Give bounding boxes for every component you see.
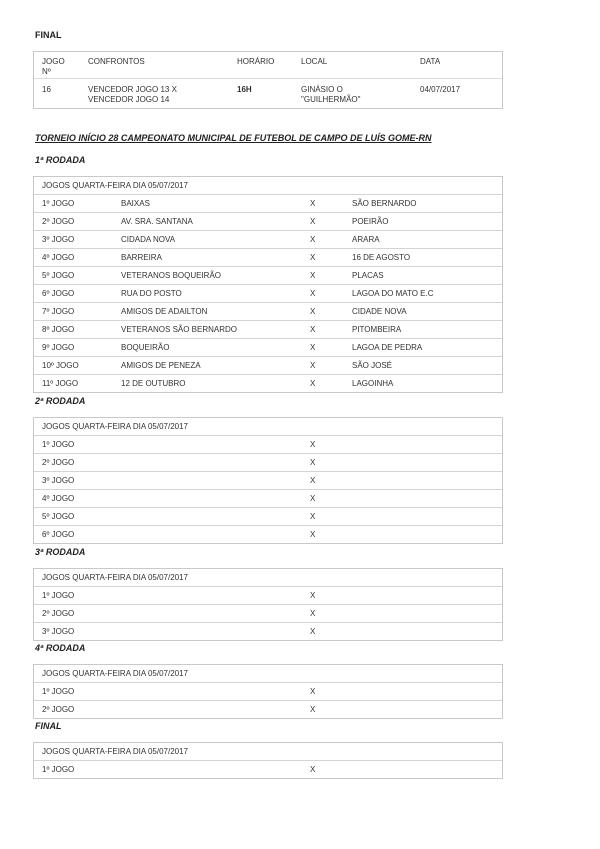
game-number: 3º JOGO: [42, 627, 75, 636]
game-number: 1º JOGO: [42, 687, 75, 696]
table-row: [34, 623, 502, 641]
home-team: VETERANOS SÃO BERNARDO: [121, 325, 238, 334]
game-number: 6º JOGO: [42, 530, 75, 539]
home-team: 12 DE OUTUBRO: [121, 379, 186, 388]
final-game-number: 16: [42, 85, 51, 94]
away-team: LAGOINHA: [352, 379, 394, 388]
versus-marker: X: [310, 476, 316, 485]
table-row: [34, 472, 502, 490]
round-date-label: JOGOS QUARTA-FEIRA DIA 05/07/2017: [42, 181, 188, 190]
away-team: PITOMBEIRA: [352, 325, 402, 334]
game-number: 2º JOGO: [42, 458, 75, 467]
final-venue: GINÁSIO O "GUILHERMÃO": [301, 85, 361, 104]
away-team: SÃO JOSÉ: [352, 361, 393, 370]
versus-marker: X: [310, 271, 316, 280]
table-row: [34, 195, 502, 213]
game-number: 5º JOGO: [42, 512, 75, 521]
versus-marker: X: [310, 307, 316, 316]
table-row: [34, 526, 502, 544]
game-number: 2º JOGO: [42, 217, 75, 226]
round-date-label: JOGOS QUARTA-FEIRA DIA 05/07/2017: [42, 422, 188, 431]
versus-marker: X: [310, 325, 316, 334]
table-row: [34, 285, 502, 303]
home-team: BARREIRA: [121, 253, 162, 262]
round-table: [33, 417, 503, 544]
round-table: [33, 742, 503, 779]
col-header-horario: HORÁRIO: [237, 57, 275, 66]
tournament-title: TORNEIO INÍCIO 28 CAMPEONATO MUNICIPAL DE FUTEBOL DE CAMPO DE LUÍS GOME-RN: [35, 133, 432, 143]
game-number: 4º JOGO: [42, 253, 75, 262]
table-row: [34, 701, 502, 719]
versus-marker: X: [310, 458, 316, 467]
versus-marker: X: [310, 591, 316, 600]
home-team: RUA DO POSTO: [121, 289, 182, 298]
round-title: 1ª RODADA: [35, 155, 86, 165]
versus-marker: X: [310, 361, 316, 370]
game-number: 3º JOGO: [42, 235, 75, 244]
game-number: 1º JOGO: [42, 199, 75, 208]
away-team: LAGOA DE PEDRA: [352, 343, 423, 352]
versus-marker: X: [310, 235, 316, 244]
round-date-header: [34, 418, 502, 436]
home-team: BAIXAS: [121, 199, 150, 208]
col-header-confrontos: CONFRONTOS: [88, 57, 145, 66]
round-date-label: JOGOS QUARTA-FEIRA DIA 05/07/2017: [42, 669, 188, 678]
versus-marker: X: [310, 494, 316, 503]
game-number: 10º JOGO: [42, 361, 79, 370]
table-row: [34, 490, 502, 508]
versus-marker: X: [310, 440, 316, 449]
away-team: CIDADE NOVA: [352, 307, 407, 316]
round-table: [33, 568, 503, 641]
game-number: 1º JOGO: [42, 765, 75, 774]
versus-marker: X: [310, 289, 316, 298]
home-team: AMIGOS DE ADAILTON: [121, 307, 208, 316]
round-title: 3ª RODADA: [35, 547, 86, 557]
round-table: [33, 176, 503, 393]
final-date: 04/07/2017: [420, 85, 461, 94]
round-date-label: JOGOS QUARTA-FEIRA DIA 05/07/2017: [42, 747, 188, 756]
round-date-label: JOGOS QUARTA-FEIRA DIA 05/07/2017: [42, 573, 188, 582]
round-date-header: [34, 569, 502, 587]
home-team: VETERANOS BOQUEIRÃO: [121, 271, 222, 280]
table-row: [34, 357, 502, 375]
game-number: 7º JOGO: [42, 307, 75, 316]
game-number: 11º JOGO: [42, 379, 79, 388]
table-divider: [34, 78, 502, 79]
versus-marker: X: [310, 627, 316, 636]
table-row: [34, 508, 502, 526]
table-row: [34, 321, 502, 339]
table-row: [34, 587, 502, 605]
versus-marker: X: [310, 199, 316, 208]
versus-marker: X: [310, 705, 316, 714]
game-number: 1º JOGO: [42, 591, 75, 600]
round-date-header: [34, 743, 502, 761]
versus-marker: X: [310, 530, 316, 539]
away-team: SÃO BERNARDO: [352, 199, 417, 208]
col-header-local: LOCAL: [301, 57, 328, 66]
versus-marker: X: [310, 379, 316, 388]
col-header-jogo: JOGO Nº: [42, 57, 65, 76]
table-row: [34, 267, 502, 285]
versus-marker: X: [310, 765, 316, 774]
game-number: 5º JOGO: [42, 271, 75, 280]
versus-marker: X: [310, 512, 316, 521]
table-row: [34, 375, 502, 393]
round-table: [33, 664, 503, 719]
away-team: POEIRÃO: [352, 217, 389, 226]
versus-marker: X: [310, 687, 316, 696]
final-match-table: [33, 51, 503, 109]
round-date-header: [34, 177, 502, 195]
table-row: [34, 683, 502, 701]
game-number: 2º JOGO: [42, 705, 75, 714]
home-team: CIDADA NOVA: [121, 235, 176, 244]
table-row: [34, 761, 502, 779]
table-row: [34, 303, 502, 321]
table-row: [34, 436, 502, 454]
game-number: 1º JOGO: [42, 440, 75, 449]
table-row: [34, 231, 502, 249]
final-matchup: VENCEDOR JOGO 13 X VENCEDOR JOGO 14: [88, 85, 177, 104]
away-team: ARARA: [352, 235, 380, 244]
game-number: 2º JOGO: [42, 609, 75, 618]
home-team: BOQUEIRÃO: [121, 343, 170, 352]
home-team: AV. SRA. SANTANA: [121, 217, 193, 226]
away-team: PLACAS: [352, 271, 384, 280]
table-row: [34, 249, 502, 267]
col-header-data: DATA: [420, 57, 441, 66]
game-number: 4º JOGO: [42, 494, 75, 503]
home-team: AMIGOS DE PENEZA: [121, 361, 201, 370]
away-team: LAGOA DO MATO E.C: [352, 289, 434, 298]
table-row: [34, 339, 502, 357]
versus-marker: X: [310, 217, 316, 226]
game-number: 8º JOGO: [42, 325, 75, 334]
table-row: [34, 605, 502, 623]
final-heading: FINAL: [35, 30, 62, 40]
away-team: 16 DE AGOSTO: [352, 253, 411, 262]
round-title: 4ª RODADA: [35, 643, 86, 653]
round-title: 2ª RODADA: [35, 396, 86, 406]
final-time: 16H: [237, 85, 252, 94]
round-date-header: [34, 665, 502, 683]
table-row: [34, 454, 502, 472]
versus-marker: X: [310, 609, 316, 618]
versus-marker: X: [310, 343, 316, 352]
game-number: 6º JOGO: [42, 289, 75, 298]
game-number: 3º JOGO: [42, 476, 75, 485]
table-row: [34, 213, 502, 231]
versus-marker: X: [310, 253, 316, 262]
round-title: FINAL: [35, 721, 62, 731]
game-number: 9º JOGO: [42, 343, 75, 352]
